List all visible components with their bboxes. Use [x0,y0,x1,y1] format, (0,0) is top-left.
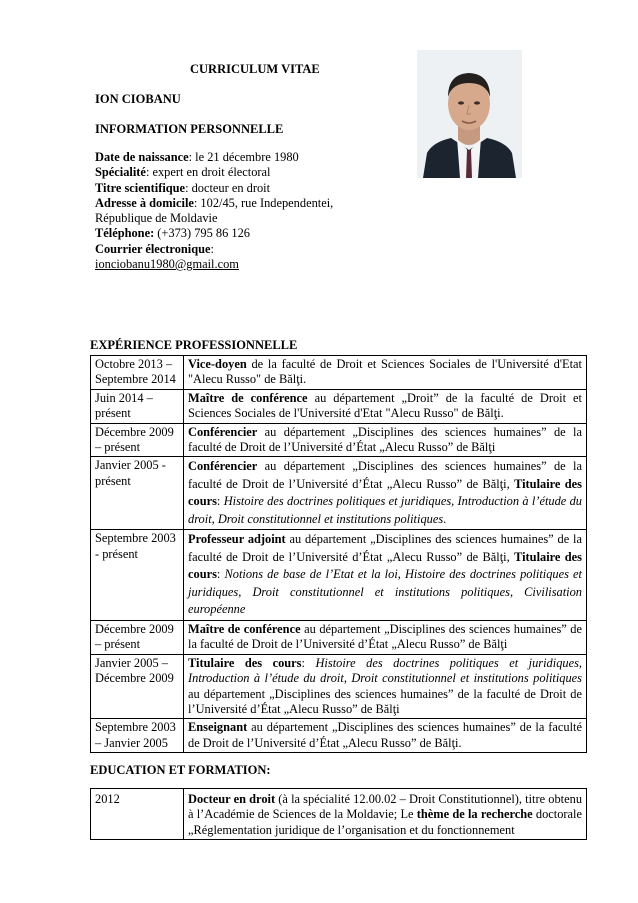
period-cell: Janvier 2005 – Décembre 2009 [91,654,184,719]
experience-table [90,355,587,753]
table-row [91,789,587,840]
table-row [91,423,587,457]
description-cell: Maître de conférence au département „Droit” de la faculté de Droit et Sciences Sociales de l'Université d'Etat "Alecu Russo" de Bălţi. [184,389,587,423]
profile-photo [417,50,522,178]
table-row [91,356,587,390]
period-cell: 2012 [91,789,184,840]
description-cell: Maître de conférence au département „Disciplines des sciences humaines” de la faculté de Droit de l’Université d’État „Alecu Russo” de Bălţi [184,620,587,654]
personal-info [95,150,335,272]
period-cell: Décembre 2009 – présent [91,620,184,654]
email-line: Courrier électronique: ionciobanu1980@gmail.com [95,241,239,272]
period-cell: Septembre 2003 - présent [91,530,184,621]
address-line: Adresse à domicile: 102/45, rue Independentei, République de Moldavie [95,195,334,226]
period-cell: Octobre 2013 – Septembre 2014 [91,356,184,390]
person-name: ION CIOBANU [95,92,181,106]
period-cell: Juin 2014 – présent [91,389,184,423]
section-heading-personal: INFORMATION PERSONNELLE [95,122,284,136]
description-cell: Vice-doyen de la faculté de Droit et Sciences Sociales de l'Université d'Etat "Alecu Russo" de Bălţi. [184,356,587,390]
specialty-line: Spécialité: expert en droit électoral [95,165,271,180]
title-line: Titre scientifique: docteur en droit [95,180,271,195]
table-row [91,719,587,753]
email-link[interactable]: ionciobanu1980@gmail.com [95,257,239,272]
description-cell: Conférencier au département „Disciplines des sciences humaines” de la faculté de Droit de l’Université d’État „Alecu Russo” de Bălţi [184,423,587,457]
table-row [91,654,587,719]
table-row [91,620,587,654]
description-cell: Enseignant au département „Disciplines des sciences humaines” de la faculté de Droit de l’Université d’État „Alecu Russo” de Bălţi. [184,719,587,753]
birth-line: Date de naissance: le 21 décembre 1980 [95,150,299,164]
description-cell: Professeur adjoint au département „Disciplines des sciences humaines” de la faculté de Droit de l’Université d’État „Alecu Russo” de Bălţi, Titulaire des cours: Notions de base de l’Etat et la loi, Histoire des doctrines politiques et juridiques, Droit constitutionnel et institutions politiques, Civilisation européenne [184,530,587,621]
period-cell: Décembre 2009 – présent [91,423,184,457]
phone-line: Téléphone: (+373) 795 86 126 [95,226,250,241]
section-heading-education: EDUCATION ET FORMATION: [90,763,271,777]
section-heading-experience: EXPÉRIENCE PROFESSIONNELLE [90,338,298,352]
description-cell: Conférencier au département „Disciplines des sciences humaines” de la faculté de Droit de l’Université d’État „Alecu Russo” de Bălţi, Titulaire des cours: Histoire des doctrines politiques et juridiques, Introduction à l’étude du droit, Droit constitutionnel et institutions politiques. [184,457,587,530]
document-title: CURRICULUM VITAE [190,62,320,76]
description-cell: Titulaire des cours: Histoire des doctrines politiques et juridiques, Introduction à l’étude du droit, Droit constitutionnel et institutions politiques au département „Disciplines des sciences humaines” de la faculté de Droit de l’Université d’État „Alecu Russo” de Bălţi [184,654,587,719]
table-row [91,530,587,621]
period-cell: Septembre 2003 – Janvier 2005 [91,719,184,753]
education-table [90,788,587,840]
period-cell: Janvier 2005 - présent [91,457,184,530]
portrait-image [417,50,522,178]
table-row [91,389,587,423]
table-row [91,457,587,530]
description-cell: Docteur en droit (à la spécialité 12.00.02 – Droit Constitutionnel), titre obtenu à l’Académie de Sciences de la Moldavie; Le thème de la recherche doctorale „Réglementation juridique de l’organisation et du fonctionnement [184,789,587,840]
